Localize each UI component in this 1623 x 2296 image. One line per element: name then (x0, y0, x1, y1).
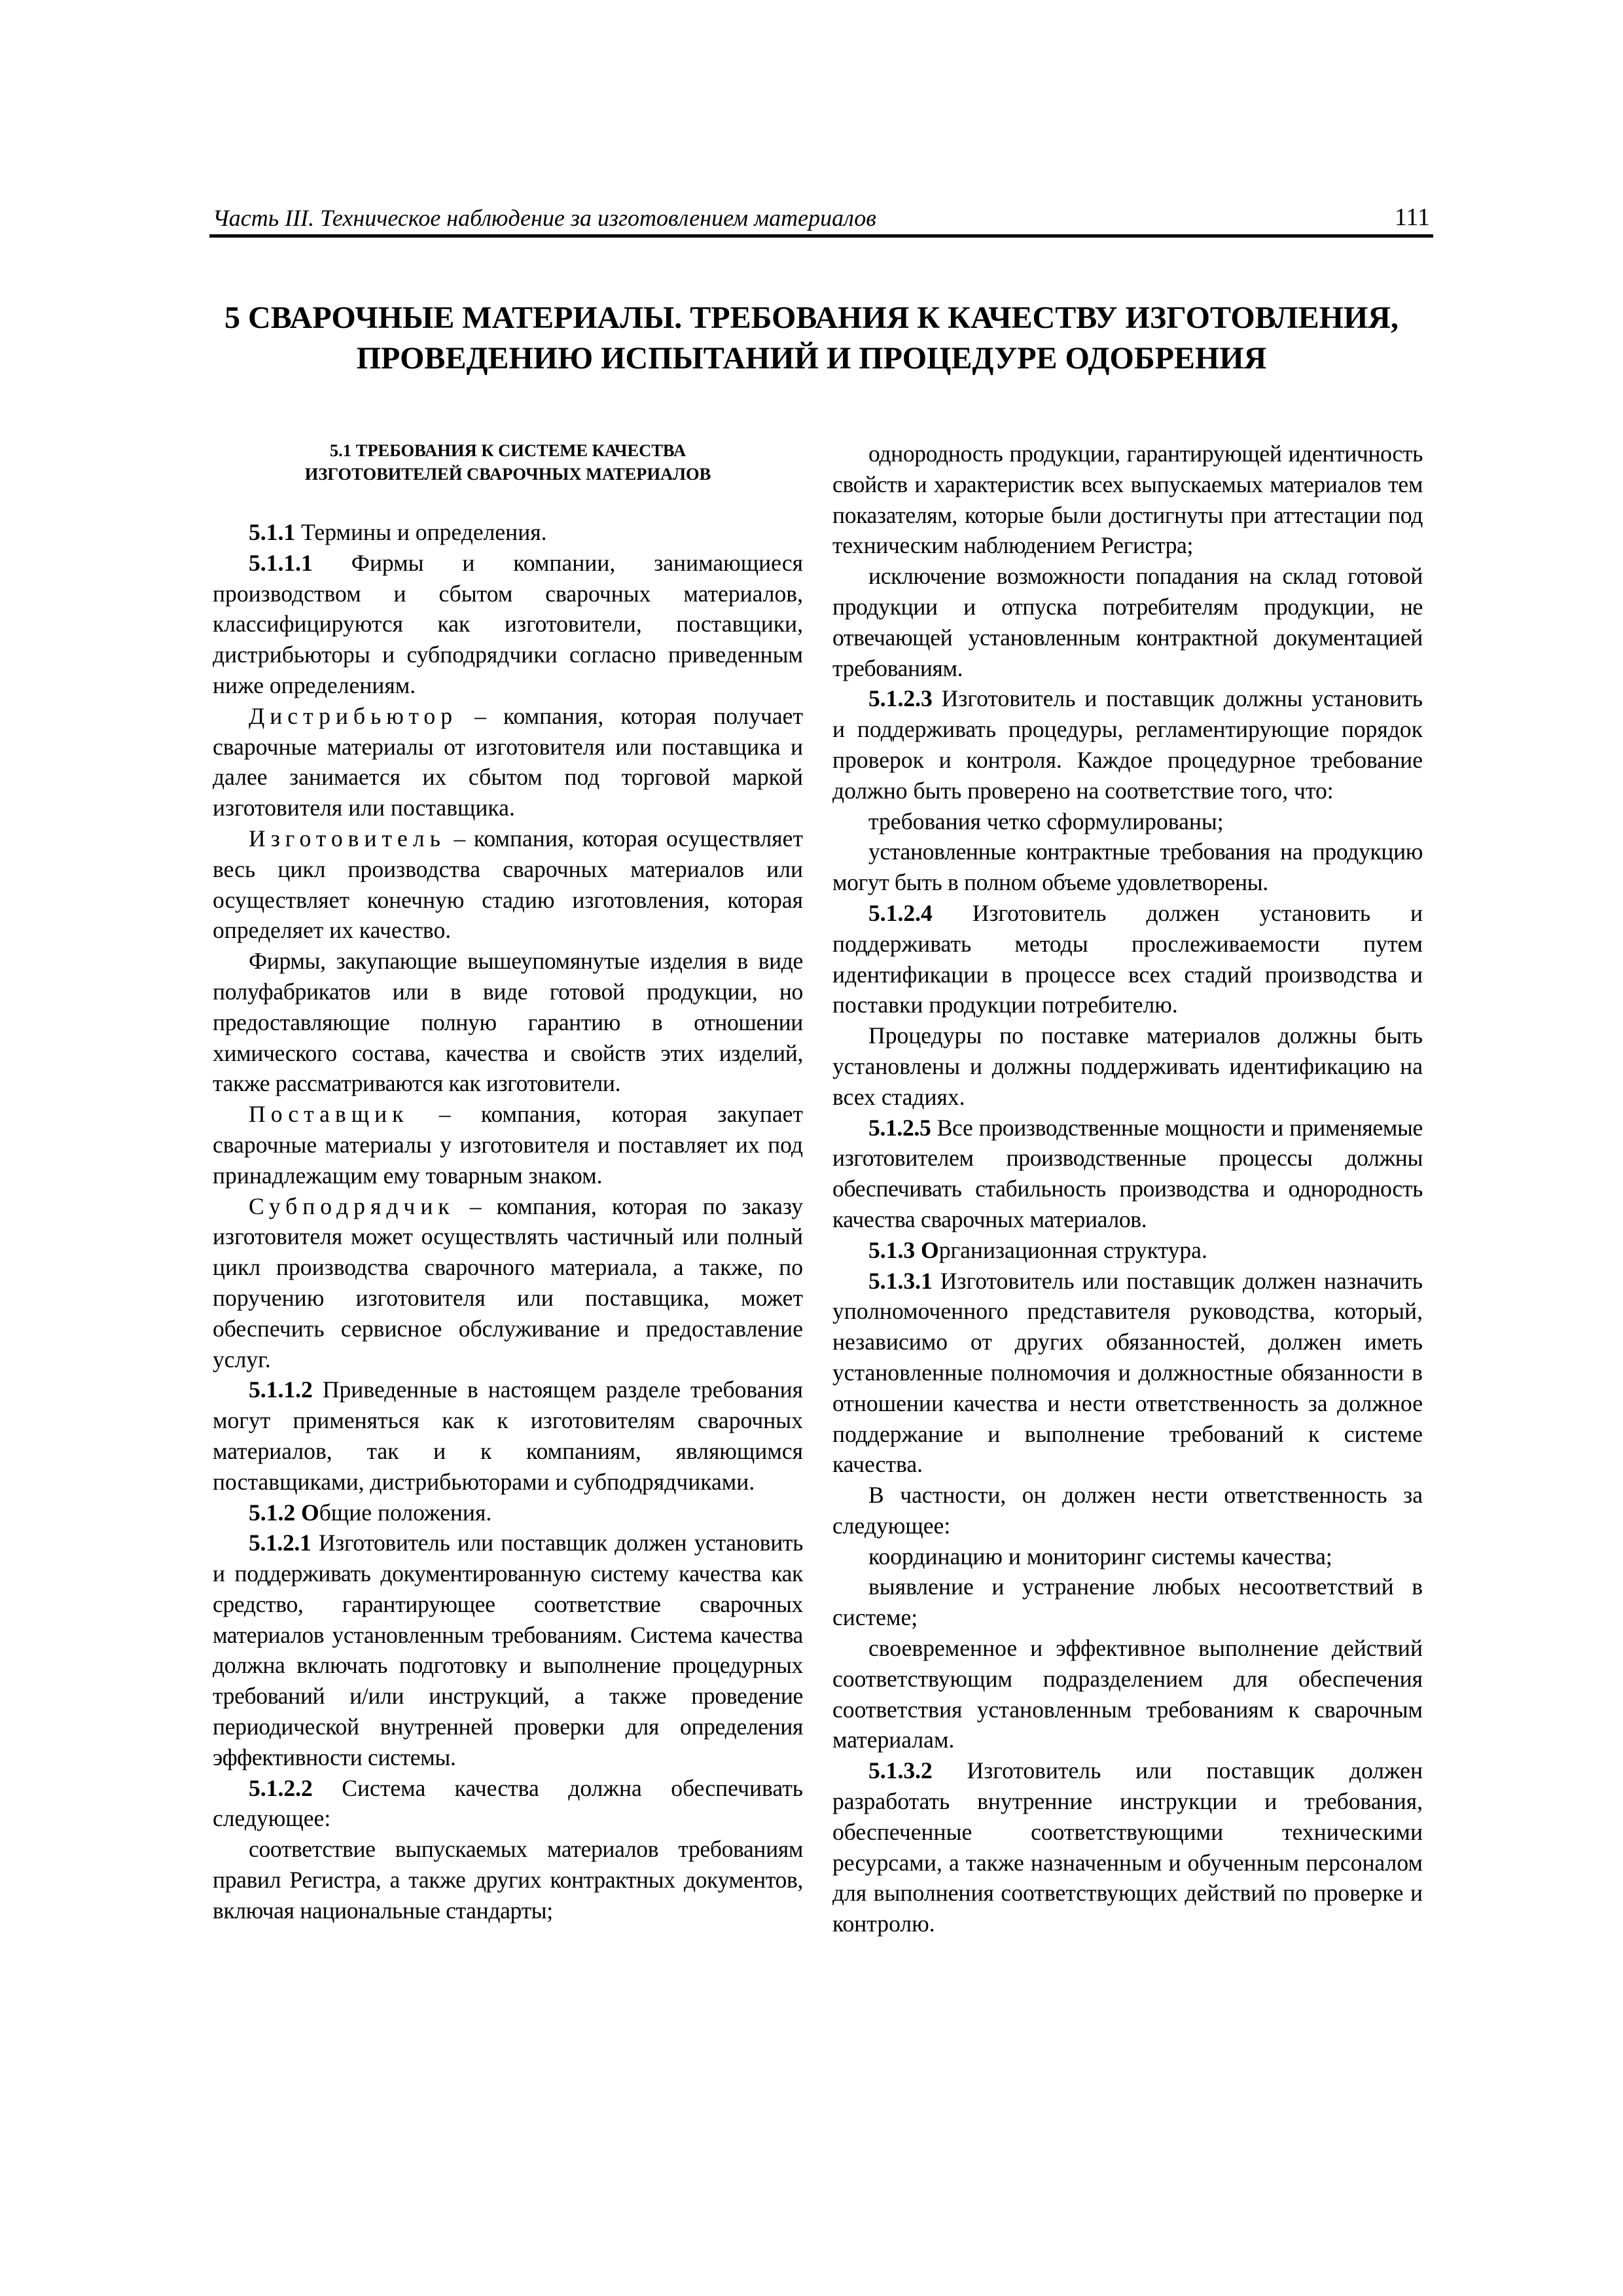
paragraph-text: бщие положения. (319, 1499, 492, 1526)
paragraph-text: – компания, которая закупает сварочные материалы у изготовителя и поставляет их под принадлежащим ему товарным знаком. (213, 1101, 803, 1189)
paragraph-text: Система качества должна обеспечивать следующее: (213, 1774, 803, 1832)
paragraph (213, 1528, 803, 1772)
left-column (213, 439, 803, 1926)
definition-paragraph (213, 701, 803, 823)
clause-number: 5.1.3.1 (868, 1267, 933, 1294)
chapter-title (196, 298, 1427, 379)
section-title (213, 439, 803, 486)
paragraph (213, 548, 803, 701)
paragraph (213, 1773, 803, 1835)
clause-number: 5.1.2.2 (249, 1774, 313, 1801)
paragraph-text: Термины и определения. (295, 519, 547, 545)
list-item: однородность продукции, гарантирующей идентичность свойств и характеристик всех выпускаемых материалов тем показателям, которые были достигнуты при аттестации под техническим наблюдением Регистра; (832, 440, 1423, 559)
paragraph (832, 1755, 1423, 1939)
paragraph-text: Изготовитель или поставщик должен назначить уполномоченного представителя руководства, который, независимо от других обязанностей, должен иметь установленные полномочия и должностные обязанности в отношении качества и нести ответственность за должное поддержание и выполнение требований к системе качества. (832, 1267, 1423, 1478)
paragraph-text: – компания, которая осуществляет весь цикл производства сварочных материалов или осуществляет конечную стадию изготовления, которая определяет их качество. (213, 825, 803, 944)
clause-number: 5.1.2.4 (868, 899, 933, 926)
paragraph (213, 517, 803, 548)
paragraph-text: – компания, которая по заказу изготовителя может осуществлять частичный или полный цикл производства сварочного материала, а также, по поручению изготовителя или поставщика, может обеспечить сервисное обслуживание и предоставление услуг. (213, 1193, 803, 1372)
paragraph-text: – компания, которая получает сварочные материалы от изготовителя или поставщика и далее занимается их сбытом под торговой маркой изготовителя или поставщика. (213, 702, 803, 821)
paragraph (213, 1498, 803, 1528)
paragraph (832, 898, 1423, 1020)
list-item: исключение возможности попадания на склад готовой продукции и отпуска потребителям продукции, не отвечающей установленным контрактной документацией требованиям. (832, 563, 1423, 681)
paragraph-text: Приведенные в настоящем разделе требования могут применяться как к изготовителям сварочных материалов, так и к компаниям, являющимся поставщиками, дистрибьюторами и субподрядчиками. (213, 1376, 803, 1495)
running-title: Часть III. Техническое наблюдение за изготовлением материалов (213, 205, 876, 231)
paragraph: В частности, он должен нести ответственность за следующее: (832, 1482, 1423, 1539)
paragraph (213, 1374, 803, 1497)
defined-term: Изготовитель (249, 825, 446, 852)
list-item: соответствие выпускаемых материалов требованиям правил Регистра, а также других контрактных документов, включая национальные стандарты; (213, 1836, 803, 1924)
list-item: выявление и устранение любых несоответствий в системе; (832, 1573, 1423, 1631)
definition-paragraph (213, 823, 803, 946)
list-item: требования четко сформулированы; (868, 808, 1224, 834)
paragraph (832, 683, 1423, 806)
clause-number: 5.1.1 (249, 519, 296, 545)
paragraph: Фирмы, закупающие вышеупомянутые изделия в виде полуфабрикатов или в виде готовой продукции, но предоставляющие полную гарантию в отношении химического состава, качества и свойств этих изделий, также рассматриваются как изготовители. (213, 948, 803, 1097)
paragraph-text: Изготовитель или поставщик должен установить и поддерживать документированную систему качества как средство, гарантирующее соответствие сварочных материалов установленным требованиям. Система качества должна включать подготовку и выполнение процедурных требований и/или инструкций, а также проведение периодической внутренней проверки для определения эффективности системы. (213, 1530, 803, 1770)
clause-number: 5.1.1.1 (249, 549, 313, 576)
paragraph-text: Фирмы и компании, занимающиеся производством и сбытом сварочных материалов, классифицируются как изготовители, поставщики, дистрибьюторы и субподрядчики согласно приведенным ниже определениям. (213, 549, 803, 698)
definition-paragraph (213, 1099, 803, 1191)
list-item: координацию и мониторинг системы качества; (868, 1543, 1332, 1570)
page-number: 111 (1394, 204, 1430, 231)
paragraph-text: Изготовитель и поставщик должны установить и поддерживать процедуры, регламентирующие порядок проверок и контроля. Каждое процедурное требование должно быть проверено на соответствие того, что: (832, 685, 1423, 804)
defined-term: Субподрядчик (249, 1193, 455, 1219)
paragraph-text: Все производственные мощности и применяемые изготовителем производственные процессы должны обеспечивать стабильность производства и однородность качества сварочных материалов. (832, 1114, 1423, 1232)
clause-number: 5.1.2 О (249, 1499, 319, 1526)
page-header (209, 200, 1433, 238)
clause-number: 5.1.2.3 (868, 685, 933, 712)
paragraph-text: Изготовитель должен установить и поддерживать методы прослеживаемости путем идентификации в процессе всех стадий производства и поставки продукции потребителю. (832, 899, 1423, 1018)
paragraph (832, 1113, 1423, 1235)
clause-number: 5.1.2.5 (868, 1114, 931, 1141)
paragraph (832, 1266, 1423, 1480)
paragraph-text: Изготовитель или поставщик должен разработать внутренние инструкции и требования, обеспеченные соответствующими техническими ресурсами, а также назначенным и обученным персоналом для выполнения соответствующих действий по проверке и контролю. (832, 1757, 1423, 1937)
defined-term: Поставщик (249, 1101, 409, 1128)
paragraph-text: рганизационная структура. (938, 1236, 1207, 1263)
chapter-title-line-2: ПРОВЕДЕНИЮ ИСПЫТАНИЙ И ПРОЦЕДУРЕ ОДОБРЕНИЯ (356, 341, 1267, 376)
paragraph: Процедуры по поставке материалов должны быть установлены и должны поддерживать идентификацию на всех стадиях. (832, 1022, 1423, 1110)
section-title-line-2: ИЗГОТОВИТЕЛЕЙ СВАРОЧНЫХ МАТЕРИАЛОВ (304, 464, 711, 484)
list-item: своевременное и эффективное выполнение действий соответствующим подразделением для обеспечения соответствия установленным требованиям к сварочным материалам. (832, 1635, 1423, 1753)
clause-number: 5.1.3 О (868, 1236, 939, 1263)
clause-number: 5.1.3.2 (868, 1757, 933, 1784)
definition-paragraph (213, 1191, 803, 1375)
chapter-title-line-1: 5 СВАРОЧНЫЕ МАТЕРИАЛЫ. ТРЕБОВАНИЯ К КАЧЕСТВУ ИЗГОТОВЛЕНИЯ, (224, 300, 1399, 335)
paragraph (832, 1235, 1423, 1266)
list-item: установленные контрактные требования на продукцию могут быть в полном объеме удовлетворены. (832, 838, 1423, 896)
right-column (832, 439, 1423, 1939)
section-title-line-1: 5.1 ТРЕБОВАНИЯ К СИСТЕМЕ КАЧЕСТВА (329, 440, 687, 460)
clause-number: 5.1.1.2 (249, 1376, 313, 1403)
clause-number: 5.1.2.1 (249, 1530, 312, 1556)
defined-term: Дистрибьютор (249, 702, 458, 729)
